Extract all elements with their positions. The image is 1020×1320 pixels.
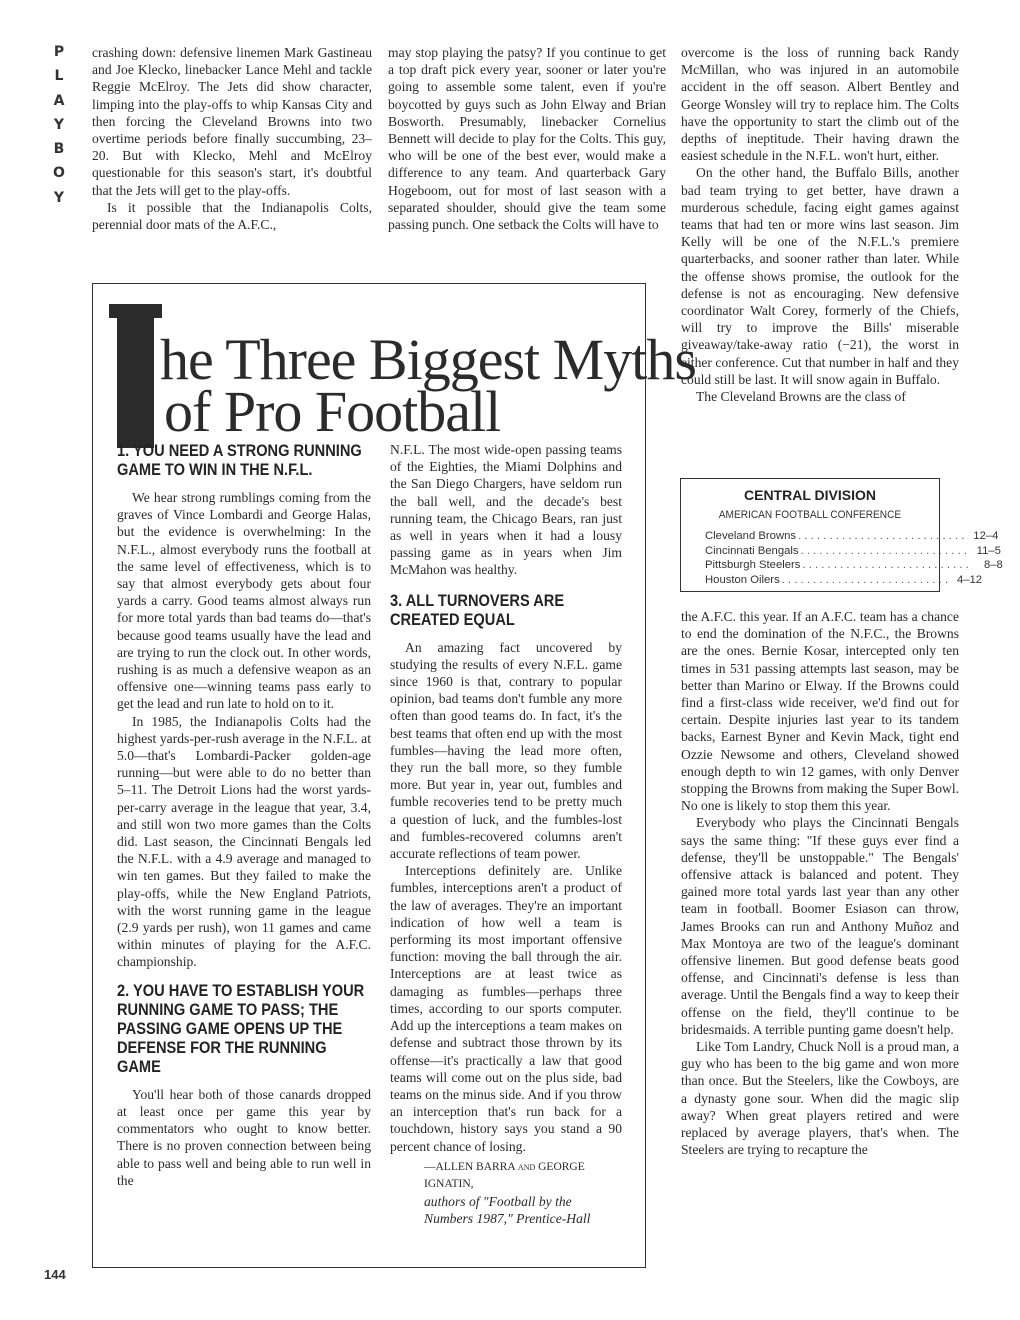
team-record: 8–8 — [983, 559, 1003, 571]
team-name: Houston Oilers — [705, 573, 780, 586]
masthead-letter: P — [53, 44, 65, 60]
leader-dots: . . . . . . . . . . . . . . . . . . . . . . . . . . . — [798, 530, 965, 542]
article-paragraph: On the other hand, the Buffalo Bills, another bad team trying to get better, have drawn a murderous schedule, facing eight games against teams that had ten or more wins last season. Jim Kelly will be one of the N.F.L.'s premiere quarterbacks, and sooner rather than later. While the offense shows promise, the outlook for the defense is not as encouraging. New defensive coordinator Walt Corey, formerly of the Chiefs, will try to improve the Bills' miserable giveaway/take-away ratio (−21), the worst in either conference. Cut that number in half and they could still be last. It will snow again in Buffalo. — [681, 165, 959, 387]
article-paragraph: The Cleveland Browns are the class of — [696, 389, 906, 405]
sidebar-title-line-2: of Pro Football — [164, 379, 501, 444]
myth-3-heading: 3. ALL TURNOVERS ARE CREATED EQUAL — [390, 590, 565, 629]
myth-paragraph: An amazing fact uncovered by studying the results of every N.F.L. game since 1960 is that, contrary to popular opinion, bad teams don't fumble any more often than good teams do. In fact, it's the best teams that often end up with the most fumbles—having the lead more often, they run the ball more, so they fumble more. But year in, year out, fumbles and fumble recoveries tend to be pretty much a question of luck, and the fumbles-lost and fumbles-recovered columns aren't accurate reflections of team power. — [390, 639, 622, 862]
article-paragraph: may stop playing the patsy? If you continue to get a top draft pick every year, sooner or later you're going to assemble some talent, even if you're boycotted by guys such as John Elway and Brian Bosworth. Presumably, linebacker Cornelius Bennett will decide to play for the Colts. This guy, who will be one of the best ever, would make a difference to any team. And quarterback Gary Hogeboom, out for most of last season with a separated shoulder, should give the team some passing punch. One setback the Colts will have to — [388, 45, 666, 233]
article-column-3-bottom — [681, 608, 959, 1159]
title-drop-cap-t — [117, 304, 154, 448]
team-name: Cincinnati Bengals — [705, 544, 799, 557]
masthead-letter: O — [53, 165, 65, 182]
sidebar-title — [160, 327, 696, 444]
sidebar-title-line-1: he Three Biggest Myths — [160, 327, 696, 392]
magazine-masthead — [49, 40, 69, 210]
central-division-standings-box — [680, 478, 1003, 592]
myth-paragraph: In 1985, the Indianapolis Colts had the highest yards-per-rush average in the N.F.L. at 5.0—that's Lombardi-Packer golden-age running—but were able to do no better than 5–11. The Detroit Lions had the worst yards-per-carry average in the league that year, 3.4, and still won two more games than the Colts did. Last season, the Cincinnati Bengals led the N.F.L. with a 4.9 average and managed to win ten games. But they failed to make the play-offs, while the New England Patriots, with the worst running game in the league (2.9 yards per rush), won 11 games and came within minutes of playing for the A.F.C. championship. — [117, 713, 371, 970]
credit-authors: —ALLEN BARRA and GEORGE IGNATIN, — [424, 1160, 585, 1190]
standings-row — [705, 558, 1003, 573]
article-paragraph: Like Tom Landry, Chuck Noll is a proud man, a guy who has been to the big game and won more than once. But the Steelers, like the Cowboys, are a dynasty gone sour. When did the magic slip away? When great players retired and were replaced by average players, that's when. The Steelers are trying to recapture the — [681, 1039, 959, 1158]
myths-column-a — [117, 441, 371, 1189]
page-number: 144 — [44, 1267, 66, 1282]
article-paragraph: crashing down: defensive linemen Mark Gastineau and Joe Klecko, linebacker Lance Mehl and tackle Reggie McElroy. The Jets did show character, limping into the play-offs to whip Kansas City and then forcing the Cleveland Browns into two overtime periods before finally succumbing, 23–20. But with Klecko, Mehl and McElroy questionable for this season's start, it's doubtful that the Jets will get to the play-offs. — [92, 45, 372, 198]
article-paragraph: the A.F.C. this year. If an A.F.C. team has a chance to end the domination of the N.F.C., the Browns are the ones. Bernie Kosar, intercepted only ten times in 531 passing attempts last season, may be better than Marino or Elway. If the Browns could find a first-class wide receiver, we'd find out for certain. Despite injuries last year to its tandem backs, Earnest Byner and Kevin Mack, tight end Ozzie Newsome and others, Cleveland showed enough depth to win 12 games, with only Denver stopping the Browns from making the Super Bowl. No one is likely to stop them this year. — [681, 609, 959, 814]
team-record: 12–4 — [973, 530, 999, 542]
myth-2-heading: 2. YOU HAVE TO ESTABLISH YOUR RUNNING GAME TO PASS; THE PASSING GAME OPENS UP THE DEFENSE FOR THE RUNNING GAME — [117, 980, 365, 1076]
team-record: 4–12 — [956, 573, 983, 586]
article-paragraph: overcome is the loss of running back Randy McMillan, who was injured in an automobile accident in the off season. Albert Bentley and George Wonsley will try to replace him. The Colts have the opportunity to start the climb out of the depths of ineptitude. Their having drawn the easiest schedule in the N.F.L. won't hurt, either. — [681, 45, 959, 164]
myth-paragraph: N.F.L. The most wide-open passing teams of the Eighties, the Miami Dolphins and the San Diego Chargers, have seldom run the ball well, and the decade's best running team, the Chicago Bears, ran just as well in years when it had a lousy passing game as in years when Jim McMahon was healthy. — [390, 442, 622, 578]
article-column-3-top — [681, 44, 959, 405]
masthead-letter: B — [53, 141, 65, 158]
team-name: Cleveland Browns — [705, 530, 797, 542]
standings-row — [705, 544, 1001, 559]
myth-1-heading: 1. YOU NEED A STRONG RUNNING GAME TO WIN IN THE N.F.L. — [117, 441, 362, 479]
standings-list — [705, 529, 1003, 587]
article-column-2-top — [388, 44, 666, 233]
article-paragraph: Is it possible that the Indianapolis Colts, perennial door mats of the A.F.C., — [92, 199, 372, 233]
sidebar-credit — [390, 1159, 622, 1228]
standings-row — [705, 529, 999, 544]
article-paragraph: Everybody who plays the Cincinnati Bengals says the same thing: "If these guys ever find a defense, they'll be unstoppable." The Bengals' offensive attack is balanced and potent. They gained more total yards last year than any other team in football. Boomer Esiason can throw, James Brooks can run and Anthony Muñoz and Max Montoya are two of the league's dominant offensive linemen. But good defense beats good offense, and Cincinnati's defense is less than average. Until the Bengals find a way to keep their offense on the field, they'll continue to be bridesmaids. A terrible punting game doesn't help. — [681, 815, 959, 1037]
team-name: Pittsburgh Steelers — [705, 559, 801, 571]
myth-paragraph: Interceptions definitely are. Unlike fumbles, interceptions aren't a product of the law of averages. They're an important indication of how well a team is performing its most important offensive function: moving the ball through the air. Interceptions are at least twice as damaging as fumbles—perhaps three times, according to our sports computer. Add up the interceptions a team makes on defense and subtract those thrown by its offense—it's practically a law that good teams will come out on the plus side, bad teams on the minus side. And if you throw an interception that's run back for a touchdown, history says you stand a 90 percent chance of losing. — [390, 863, 622, 1154]
leader-dots: . . . . . . . . . . . . . . . . . . . . . . . . . . . — [800, 544, 967, 557]
leader-dots: . . . . . . . . . . . . . . . . . . . . . . . . . . . — [802, 559, 969, 571]
masthead-letter: L — [54, 68, 64, 85]
myth-paragraph: You'll hear both of those canards dropped at least once per game this year by commentators who ought to know better. There is no proven connection between being able to pass well and being able to run well in the — [117, 1086, 371, 1188]
standings-subtitle: AMERICAN FOOTBALL CONFERENCE — [718, 509, 902, 521]
team-record: 11–5 — [976, 544, 1001, 557]
article-column-1-top — [92, 44, 372, 233]
myth-paragraph: We hear strong rumblings coming from the graves of Vince Lombardi and George Halas, but the evidence is overwhelming: In the N.F.L., almost everybody runs the football at the same level of effectiveness, which is to say that almost everybody gets about four yards a carry. Good teams almost always run for more total yards than bad teams do—that's because good teams usually have the lead and are trying to run the clock out. In other words, rushing is as much a defensive weapon as an offensive one—winning teams pass early to get the lead and run late to hold on to it. — [117, 490, 371, 712]
myths-column-b — [390, 441, 622, 1228]
masthead-letter: Y — [53, 189, 65, 206]
standings-title: CENTRAL DIVISION — [744, 487, 876, 503]
standings-row — [705, 573, 983, 588]
masthead-letter: Y — [53, 116, 65, 133]
credit-book: authors of "Football by the Numbers 1987," Prentice-Hall — [424, 1194, 591, 1227]
masthead-letter: A — [53, 92, 65, 109]
leader-dots: . . . . . . . . . . . . . . . . . . . . . . . . . . . — [781, 573, 949, 586]
